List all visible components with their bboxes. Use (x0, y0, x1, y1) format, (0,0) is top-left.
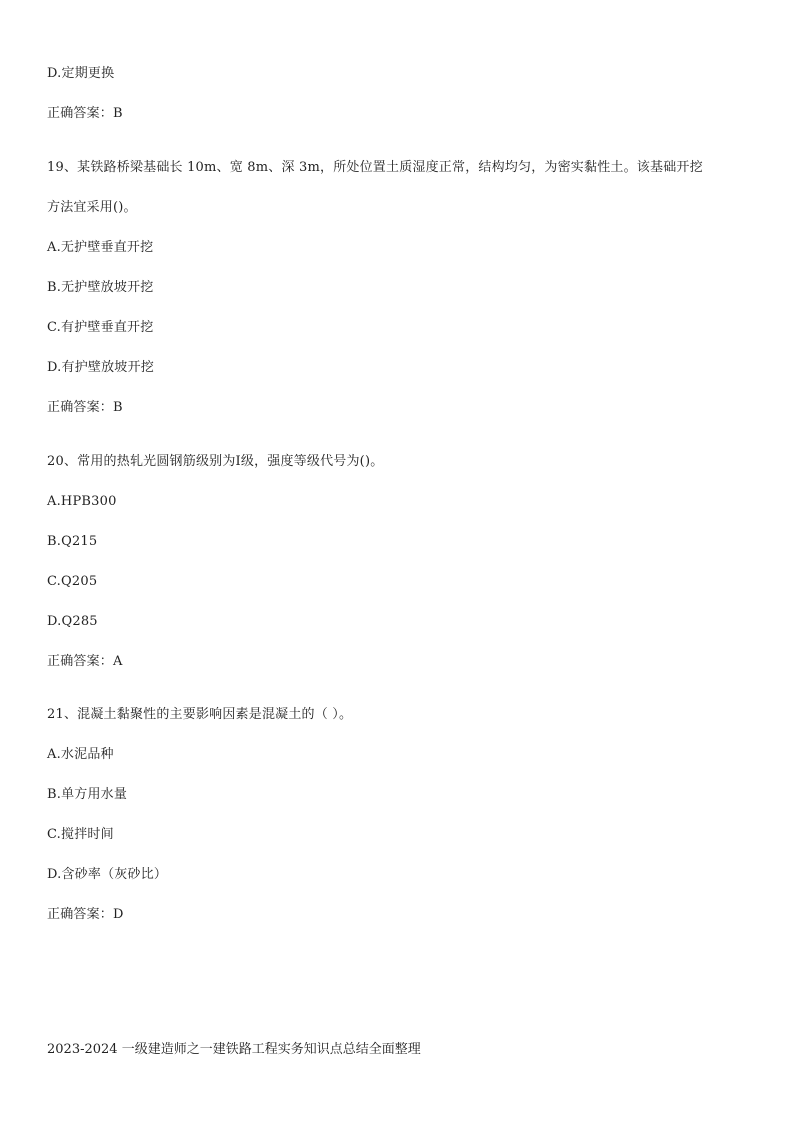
page-footer-title: 2023-2024 一级建造师之一建铁路工程实务知识点总结全面整理 (47, 1042, 421, 1057)
option-c: C.有护壁垂直开挖 (47, 320, 154, 335)
option-d: D.Q285 (47, 614, 98, 629)
prev-answer: 正确答案：B (47, 106, 123, 121)
question-stem: 21、混凝土黏聚性的主要影响因素是混凝土的（ ）。 (47, 707, 353, 722)
question-stem: 19、某铁路桥梁基础长 10m、宽 8m、深 3m，所处位置土质湿度正常，结构均匀，为密实黏性土。该基础开挖 (47, 160, 703, 175)
option-a: A.水泥品种 (47, 747, 114, 762)
option-d: D.含砂率（灰砂比） (47, 867, 168, 882)
prev-option-d: D.定期更换 (47, 66, 115, 81)
option-b: B.单方用水量 (47, 787, 128, 802)
option-c: C.Q205 (47, 574, 98, 589)
option-c: C.搅拌时间 (47, 827, 114, 842)
option-a: A.无护壁垂直开挖 (47, 240, 154, 255)
option-a: A.HPB300 (47, 494, 117, 509)
question-stem-continued: 方法宜采用()。 (47, 200, 137, 215)
answer: 正确答案：D (47, 907, 124, 922)
answer: 正确答案：B (47, 400, 123, 415)
option-b: B.无护壁放坡开挖 (47, 280, 154, 295)
question-stem: 20、常用的热轧光圆钢筋级别为Ⅰ级，强度等级代号为()。 (47, 454, 384, 469)
answer: 正确答案：A (47, 654, 123, 669)
option-b: B.Q215 (47, 534, 98, 549)
option-d: D.有护壁放坡开挖 (47, 360, 154, 375)
